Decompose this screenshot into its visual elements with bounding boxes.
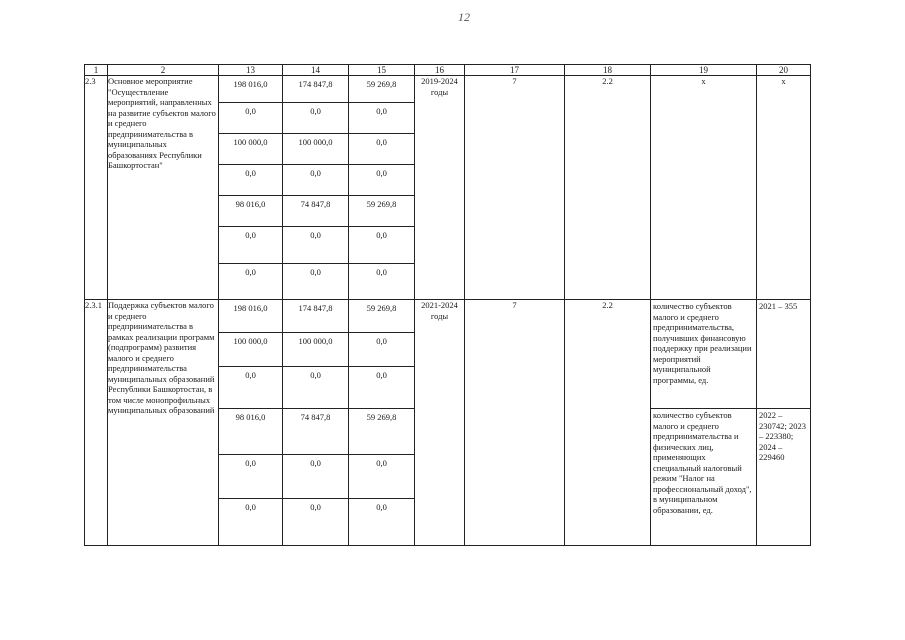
value-cell: 0,0 (283, 366, 348, 408)
col18-cell: 2.2 (565, 76, 651, 300)
value-cell: 59 269,8 (349, 195, 414, 226)
indicator-target: 2022 – 230742; 2023 – 223380; 2024 – 229460 (757, 408, 810, 544)
value-cell: 0,0 (219, 102, 282, 133)
value-cell: 0,0 (283, 164, 348, 195)
page-number: 12 (458, 10, 470, 24)
col15-values (349, 300, 415, 546)
value-cell: 0,0 (349, 366, 414, 408)
header-cell: 1 (85, 65, 108, 76)
value-cell: 74 847,8 (283, 408, 348, 454)
header-cell: 2 (108, 65, 219, 76)
col17-cell: 7 (465, 300, 565, 546)
header-cell: 13 (219, 65, 283, 76)
program-table (84, 64, 811, 546)
indicator-text: количество субъектов малого и среднего предпринимательства, получивших финансовую поддержку при реализации мероприятий муниципальной программы, ед. (653, 301, 752, 385)
value-cell: 0,0 (349, 164, 414, 195)
value-cell: 59 269,8 (349, 408, 414, 454)
value-cell: 0,0 (349, 332, 414, 366)
col14-values (283, 76, 349, 300)
value-cell: 59 269,8 (366, 79, 397, 89)
value-cell: 174 847,8 (298, 303, 333, 313)
value-cell: 100 000,0 (219, 133, 282, 164)
value-cell: 59 269,8 (366, 303, 397, 313)
value-cell: 0,0 (283, 263, 348, 299)
header-cell: 16 (415, 65, 465, 76)
value-cell: 0,0 (349, 133, 414, 164)
value-cell: 0,0 (219, 366, 282, 408)
period-cell: 2019-2024 годы (415, 76, 465, 300)
indicator-text: количество субъектов малого и среднего предпринимательства и физических лиц, применяющих специальный налоговый режим "Налог на профессиональный доход", в муниципальном образовании, ед. (651, 408, 756, 544)
period-cell: 2021-2024 годы (415, 300, 465, 546)
header-row (85, 65, 811, 76)
value-cell: 100 000,0 (283, 133, 348, 164)
value-cell: 0,0 (283, 498, 348, 544)
col18-cell: 2.2 (565, 300, 651, 546)
col19-cell: x (651, 76, 757, 300)
header-cell: 18 (565, 65, 651, 76)
value-cell: 0,0 (283, 226, 348, 263)
value-cell: 0,0 (219, 498, 282, 544)
value-cell: 0,0 (283, 102, 348, 133)
header-cell: 15 (349, 65, 415, 76)
value-cell: 0,0 (283, 454, 348, 498)
row-name: Основное мероприятие "Осуществление мероприятий, направленных на развитие субъектов малого и среднего предпринимательства в муниципальных образованиях Республики Башкортостан" (108, 76, 219, 300)
value-cell: 0,0 (219, 263, 282, 299)
header-cell: 14 (283, 65, 349, 76)
value-cell: 0,0 (349, 226, 414, 263)
value-cell: 0,0 (219, 226, 282, 263)
value-cell: 0,0 (219, 454, 282, 498)
row-name: Поддержка субъектов малого и среднего предпринимательства в рамках реализации программ (подпрограмм) развития малого и среднего предпринимательства муниципальных образований Республики Башкортостан, в том числе монопрофильных муниципальных образований (108, 300, 219, 546)
header-cell: 19 (651, 65, 757, 76)
value-cell: 100 000,0 (219, 332, 282, 366)
value-cell: 174 847,8 (298, 79, 333, 89)
row-id: 2.3 (85, 76, 108, 300)
indicator-targets (757, 300, 811, 546)
col14-values (283, 300, 349, 546)
table-row-2-3 (85, 76, 811, 300)
col13-values (219, 76, 283, 300)
value-cell: 98 016,0 (219, 195, 282, 226)
value-cell: 0,0 (349, 102, 414, 133)
table-row-2-3-1 (85, 300, 811, 546)
value-cell: 198 016,0 (233, 79, 268, 89)
value-cell: 0,0 (349, 263, 414, 299)
indicator-target: 2021 – 355 (759, 301, 798, 311)
value-cell: 198 016,0 (233, 303, 268, 313)
row-id: 2.3.1 (85, 300, 108, 546)
col17-cell: 7 (465, 76, 565, 300)
value-cell: 0,0 (349, 454, 414, 498)
header-cell: 17 (465, 65, 565, 76)
indicator-texts (651, 300, 757, 546)
col15-values (349, 76, 415, 300)
value-cell: 74 847,8 (283, 195, 348, 226)
value-cell: 98 016,0 (219, 408, 282, 454)
col20-cell: x (757, 76, 811, 300)
value-cell: 100 000,0 (283, 332, 348, 366)
header-cell: 20 (757, 65, 811, 76)
col13-values (219, 300, 283, 546)
value-cell: 0,0 (219, 164, 282, 195)
value-cell: 0,0 (349, 498, 414, 544)
